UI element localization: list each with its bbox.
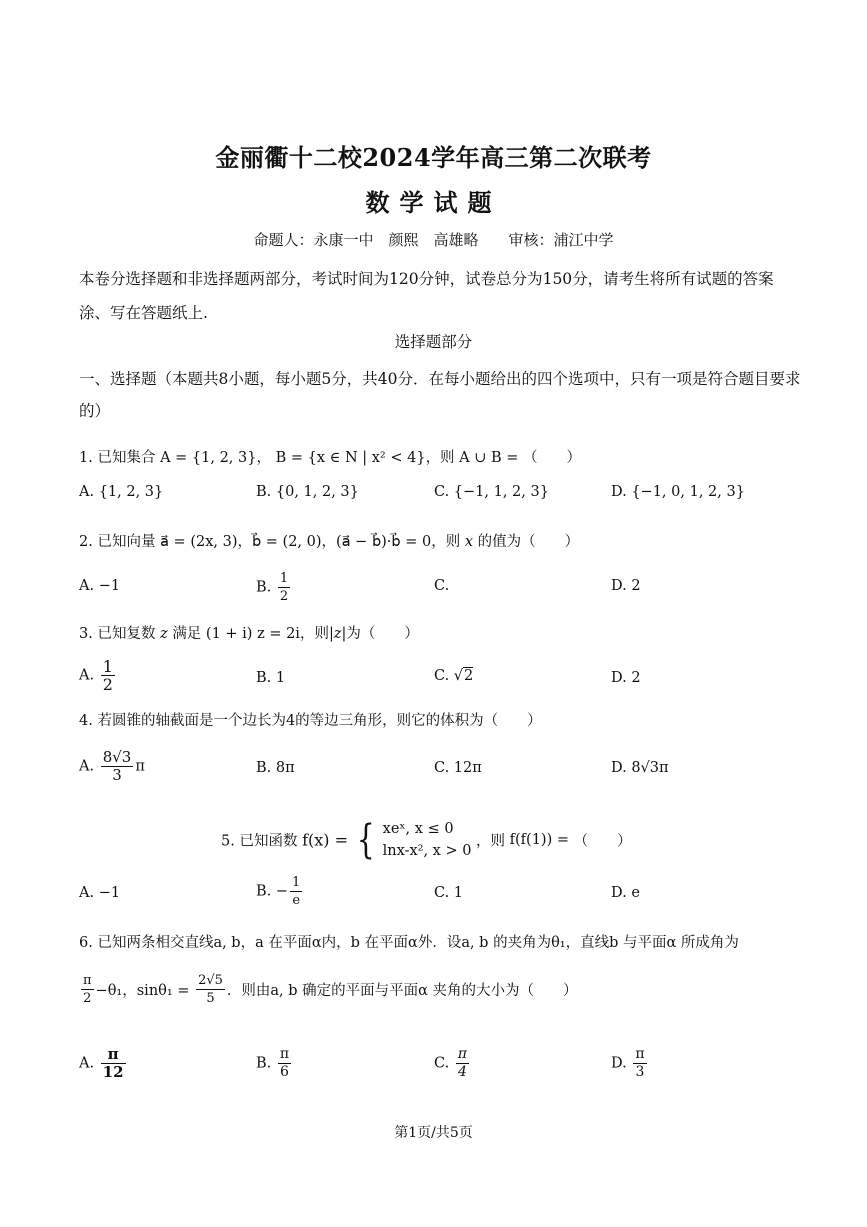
q3-option-a-fraction	[101, 658, 115, 693]
q1-option-c: C. {−1, 1, 2, 3}	[434, 484, 549, 500]
q1-set-a: A = {1, 2, 3}	[160, 450, 257, 466]
q2-prefix: 2. 已知向量	[79, 534, 156, 550]
q1-prefix: 1. 已知集合	[79, 450, 156, 466]
q5-brace: {	[356, 817, 375, 863]
q3-modulus: |z|	[328, 626, 347, 642]
q1-option-d: D. {−1, 0, 1, 2, 3}	[611, 484, 745, 500]
page-footer: 第1页/共5页	[394, 1125, 473, 1141]
numerator: 1	[279, 571, 289, 586]
minus-sign: −	[275, 883, 289, 900]
q6-option-d-fraction	[633, 1046, 646, 1081]
numerator: 8√3	[102, 748, 132, 766]
q6-option-b-label: B.	[256, 1055, 272, 1072]
q4-option-b: B. 8π	[256, 760, 295, 776]
q5-piecewise	[383, 818, 472, 862]
q6-option-d	[611, 1046, 649, 1081]
q5-option-d: D. e	[611, 885, 640, 901]
q1-union: A ∪ B =	[459, 450, 519, 466]
section-title: 选择题部分	[394, 333, 473, 351]
question-4-stem: 4. 若圆锥的轴截面是一个边长为4的等边三角形，则它的体积为（ ）	[79, 713, 542, 729]
q4-option-c: C. 12π	[434, 760, 482, 776]
q6-sine-fraction	[196, 972, 225, 1007]
q2-suffix: 的值为（ ）	[477, 534, 580, 550]
radicand: 2	[464, 668, 474, 684]
question-6-line-1: 6. 已知两条相交直线a, b，a 在平面α内，b 在平面α外．设a, b 的夹角为θ₁，直线b 与平面α 所成角为	[79, 935, 739, 951]
q3-then: ，则	[299, 626, 329, 642]
question-5-stem	[221, 818, 632, 862]
exam-intro: 本卷分选择题和非选择题两部分，考试时间为120分钟，试卷总分为150分，请考生将所有试题的答案涂、写在答题纸上.	[79, 270, 774, 322]
q2-option-b	[256, 570, 292, 605]
q3-mid: 满足	[172, 626, 202, 642]
numerator: 1	[292, 875, 301, 890]
q5-composite: f(f(1)) =	[509, 832, 570, 848]
q1-set-b: B = {x ∈ N | x² < 4}	[275, 450, 426, 466]
q5-option-b-label: B.	[256, 883, 272, 900]
q1-option-a: A. {1, 2, 3}	[79, 484, 164, 500]
q3-option-b: B. 1	[256, 670, 286, 686]
numerator: π	[635, 1046, 645, 1062]
q4-option-a-label: A.	[79, 758, 95, 775]
numerator: π	[279, 1046, 290, 1062]
q3-suffix: 为（ ）	[346, 626, 419, 642]
question-6-line-2	[79, 972, 578, 1007]
q5-piece-1: xeˣ, x ≤ 0	[382, 821, 454, 837]
q5-option-b	[256, 874, 304, 909]
q6-option-a-fraction	[101, 1046, 126, 1081]
numerator: π	[457, 1046, 467, 1062]
q3-option-a-label: A.	[79, 667, 95, 684]
denominator: 4	[457, 1064, 467, 1080]
q5-then: ，则	[476, 833, 506, 850]
q2-option-b-label: B.	[256, 579, 272, 596]
q2-option-c: C.	[434, 578, 450, 594]
numerator: π	[101, 1046, 126, 1064]
q2-then: ，则	[431, 534, 461, 550]
q6-option-b	[256, 1046, 293, 1081]
denominator: 3	[635, 1064, 645, 1080]
denominator: 2	[279, 589, 289, 604]
q6-option-c-label: C.	[434, 1055, 450, 1072]
q2-option-d: D. 2	[611, 578, 641, 594]
q5-option-a: A. −1	[79, 885, 121, 901]
q3-equation: (1 + i) z = 2i	[205, 626, 300, 642]
q4-option-a	[79, 749, 145, 784]
q6-suffix: ．则由a, b 确定的平面与平面α 夹角的大小为（ ）	[226, 983, 578, 999]
question-3-stem	[79, 622, 419, 643]
q3-option-c-sqrt: √2	[453, 668, 474, 684]
q2-vectors: a⃗ = (2x, 3)，b⃗ = (2, 0)，(a⃗ − b⃗)·b⃗ = 0	[160, 534, 432, 550]
q6-pi-over-2	[81, 972, 94, 1007]
q4-option-a-fraction	[101, 749, 134, 784]
denominator: 2	[83, 991, 92, 1006]
q1-then: ，则	[425, 450, 455, 466]
question-2-stem	[79, 530, 579, 551]
q5-piece-2: lnx-x², x > 0	[382, 843, 472, 859]
denominator: e	[292, 893, 301, 908]
q4-option-d: D. 8√3π	[611, 760, 669, 776]
q3-prefix: 3. 已知复数	[79, 626, 156, 642]
denominator: 3	[112, 766, 122, 784]
exam-subtitle: 数学试题	[365, 188, 502, 217]
q6-sin-expression: −θ₁，sinθ₁ =	[95, 983, 190, 999]
numerator: 2√5	[198, 973, 223, 988]
denominator: 12	[102, 1063, 124, 1081]
question-1-stem: 1. 已知集合 A = {1, 2, 3}， B = {x ∈ N | x² < 4}，则 A ∪ B = （ ）	[79, 450, 582, 466]
q1-answer-paren: （ ）	[523, 450, 582, 466]
q1-option-b: B. {0, 1, 2, 3}	[256, 484, 359, 500]
q3-option-a	[79, 658, 117, 693]
q5-answer-paren: （ ）	[573, 833, 632, 850]
denominator: 5	[206, 991, 215, 1006]
q6-option-a-label: A.	[79, 1055, 95, 1072]
denominator: 2	[102, 675, 113, 694]
exam-authors: 命题人：永康一中 颜熙 高雄略 审核：浦江中学	[253, 231, 614, 249]
q6-option-c	[434, 1046, 471, 1081]
part-one-instructions: 一、选择题（本题共8小题，每小题5分，共40分．在每小题给出的四个选项中，只有一项是符合题目要求的）	[79, 370, 801, 420]
q3-option-c-label: C.	[434, 668, 450, 684]
numerator: π	[83, 973, 92, 988]
pi-symbol: π	[135, 758, 145, 775]
q5-option-c: C. 1	[434, 885, 464, 901]
numerator: 1	[102, 657, 113, 676]
exam-title: 金丽衢十二校2024学年高三第二次联考	[215, 143, 652, 172]
q2-var: x	[464, 534, 474, 550]
q2-option-b-fraction	[278, 570, 290, 605]
q6-option-a	[79, 1046, 128, 1081]
q5-prefix: 5. 已知函数	[221, 833, 298, 850]
q6-option-c-fraction	[456, 1046, 469, 1081]
q3-var: z	[160, 626, 168, 642]
q3-option-c	[434, 668, 473, 684]
q5-function-name: f(x) =	[302, 830, 348, 850]
q2-option-a: A. −1	[79, 578, 121, 594]
q3-option-d: D. 2	[611, 670, 641, 686]
q5-option-b-fraction	[290, 874, 302, 909]
q6-option-b-fraction	[278, 1046, 291, 1081]
q6-option-d-label: D.	[611, 1055, 627, 1072]
denominator: 6	[280, 1064, 289, 1080]
